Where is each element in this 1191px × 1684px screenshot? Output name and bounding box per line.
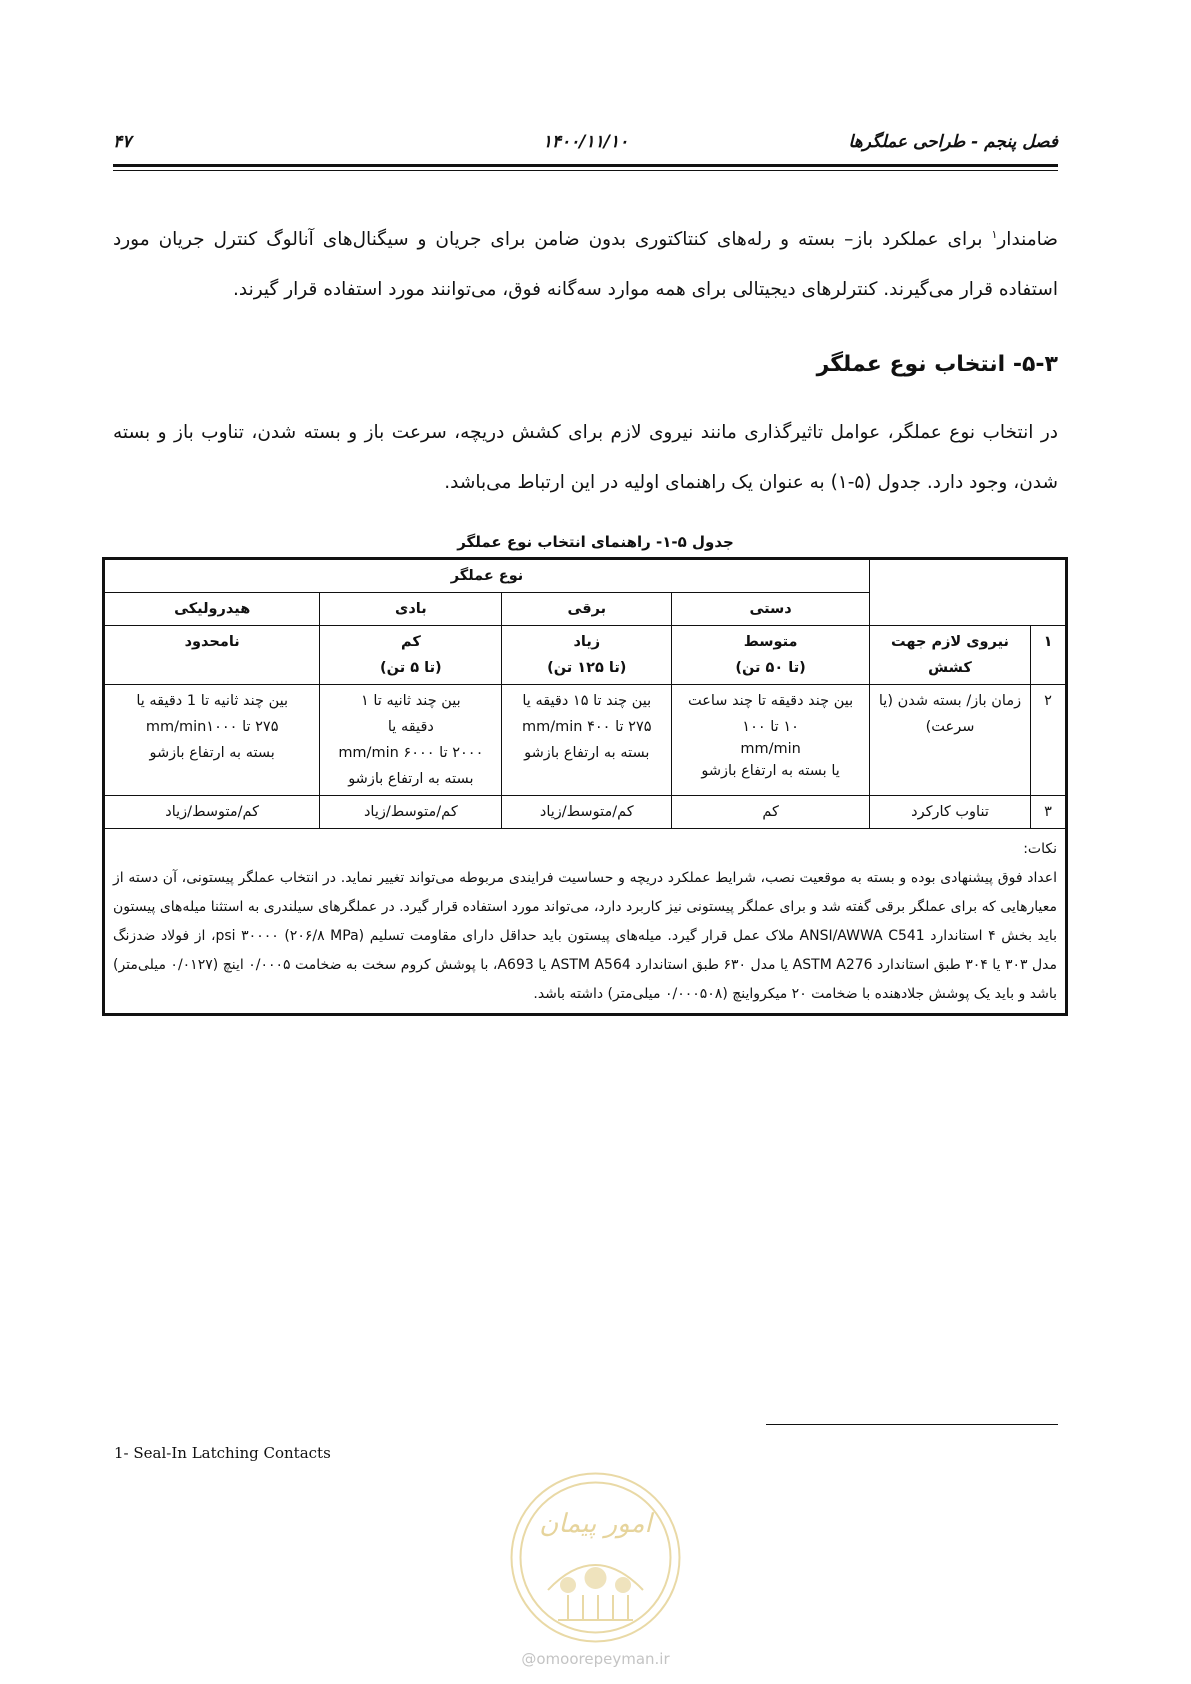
column-header: هیدرولیکی [104,593,320,626]
row-number: ۲ [1031,685,1067,796]
paragraph-1-start: ضامندار [997,229,1058,251]
table-cell: کم [672,796,870,829]
table-row [104,626,1067,685]
cell-line: کم [400,634,421,650]
page-number: ۴۷ [113,132,132,152]
column-header: دستی [672,593,870,626]
table-notes [104,829,1067,1015]
header-rule-thick [113,164,1058,167]
table-notes-row [104,829,1067,1015]
row-label: تناوب کارکرد [870,796,1031,829]
table-cell: کم/متوسط/زیاد [320,796,502,829]
running-header [113,132,1058,162]
header-rule-thin [113,170,1058,171]
watermark-seal-icon [508,1470,683,1645]
table-cell [104,685,320,796]
cell-line: بسته به ارتفاع بازشو [524,745,650,761]
footnote-mark[interactable]: ۱ [991,228,998,241]
cell-line: یا بسته به ارتفاع بازشو [701,763,840,779]
notes-text: اعداد فوق پیشنهادی بوده و بسته به موقعیت نصب، شرایط عملکرد دریچه و حساسیت فرایندی مربوطه می‌تواند تغییر نماید. در انتخاب عملگر پیستونی، آن دسته از معیارهایی که برای عملگر برقی گفته شد و برای عملگر پیستونی نیز کاربرد دارد، می‌تواند مورد استفاده قرار گیرد. در عملگرهای سیلندری به استثنا میله‌های پیستون باید بخش ۴ استاندارد ANSI/AWWA C541 ملاک عمل قرار گیرد. میله‌های پیستون باید حداقل دارای مقاومت تسلیم psi ۳۰۰۰۰ (۲۰۶/۸ MPa)، از فولاد ضدزنگ مدل ۳۰۳ یا ۳۰۴ طبق استاندارد ASTM A276 یا مدل ۶۳۰ طبق استاندارد ASTM A564 یا A693، با پوشش کروم سخت به ضخامت ۰/۰۰۰۵ اینچ (۰/۰۱۲۷ میلی‌متر) باشد و باید یک پوشش جلادهنده با ضخامت ۲۰ میکرواینچ (۰/۰۰۰۵۰۸ میلی‌متر) داشته باشد. [113,870,1058,1002]
group-header: نوع عملگر [104,559,870,593]
table-caption: جدول ۵-۱- راهنمای انتخاب نوع عملگر [457,533,734,551]
cell-line: (تا ۵ تن) [380,660,442,676]
notes-title: نکات: [1023,841,1057,857]
cell-line: ۲۰۰۰ تا ۶۰۰۰ mm/min [338,745,484,761]
cell-line: دقیقه یا [387,719,434,735]
cell-line: (تا ۱۲۵ تن) [547,660,627,676]
table-cell: کم/متوسط/زیاد [502,796,672,829]
seal-text: امور پیمان [539,1509,652,1539]
table-cell [104,626,320,685]
cell-line: بین چند ثانیه تا 1 دقیقه یا [136,693,289,709]
cell-line: بین چند تا ۱۵ دقیقه یا [522,693,652,709]
column-header: برقی [502,593,672,626]
column-header: بادی [320,593,502,626]
cell-line: mm/min [740,741,801,757]
footnote: 1- Seal-In Latching Contacts [114,1444,331,1462]
paragraph-1 [113,210,1058,315]
cell-line: ۲۷۵ تا ۴۰۰ mm/min [522,719,652,735]
table-cell [502,626,672,685]
table-cell [672,626,870,685]
cell-line: نامحدود [184,634,240,650]
table-cell [672,685,870,796]
cell-line: بین چند دقیقه تا چند ساعت [688,693,854,709]
section-heading: ۵-۳- انتخاب نوع عملگر [816,352,1058,377]
actuator-selection-table [102,557,1068,1016]
table-header-row [104,559,1067,593]
paragraph-2: در انتخاب نوع عملگر، عوامل تاثیرگذاری مانند نیروی لازم برای کشش دریچه، سرعت باز و بسته شدن، تناوب باز و بسته شدن، وجود دارد. جدول (۵-۱) به عنوان یک راهنمای اولیه در این ارتباط می‌باشد. [113,422,1058,493]
table-cell: کم/متوسط/زیاد [104,796,320,829]
table-row [104,796,1067,829]
row-label: نیروی لازم جهت کشش [870,626,1031,685]
row-label: زمان باز/ بسته شدن (یا سرعت) [870,685,1031,796]
cell-line: ۱۰ تا ۱۰۰ [742,719,799,735]
cell-line: ۲۷۵ تا mm/min۱۰۰۰ [145,719,279,735]
cell-line: (تا ۵۰ تن) [735,660,806,676]
table-cell [502,685,672,796]
row-number: ۳ [1031,796,1067,829]
table-cell [320,626,502,685]
cell-line: بسته به ارتفاع بازشو [149,745,275,761]
chapter-title: فصل پنجم - طراحی عملگرها [848,132,1058,152]
cell-line: متوسط [743,634,798,650]
cell-line: بسته به ارتفاع بازشو [348,771,474,787]
paragraph-1-rest: برای عملکرد باز– بسته و رله‌های کنتاکتوری بدون ضامن برای جریان و سیگنال‌های آنالوگ کنترل جریان مورد استفاده قرار می‌گیرند. کنترلرهای دیجیتالی برای همه موارد سه‌گانه فوق، می‌توانند مورد استفاده قرار گیرند. [113,229,1058,301]
table-row [104,685,1067,796]
header-date: ۱۴۰۰/۱۱/۱۰ [542,132,629,152]
cell-line: بین چند ثانیه تا ۱ [360,693,461,709]
footnote-rule [766,1424,1058,1425]
row-number: ۱ [1031,626,1067,685]
header-corner [870,559,1067,626]
watermark-url: @omoorepeyman.ir [521,1650,670,1668]
cell-line: زیاد [573,634,601,650]
table-cell [320,685,502,796]
